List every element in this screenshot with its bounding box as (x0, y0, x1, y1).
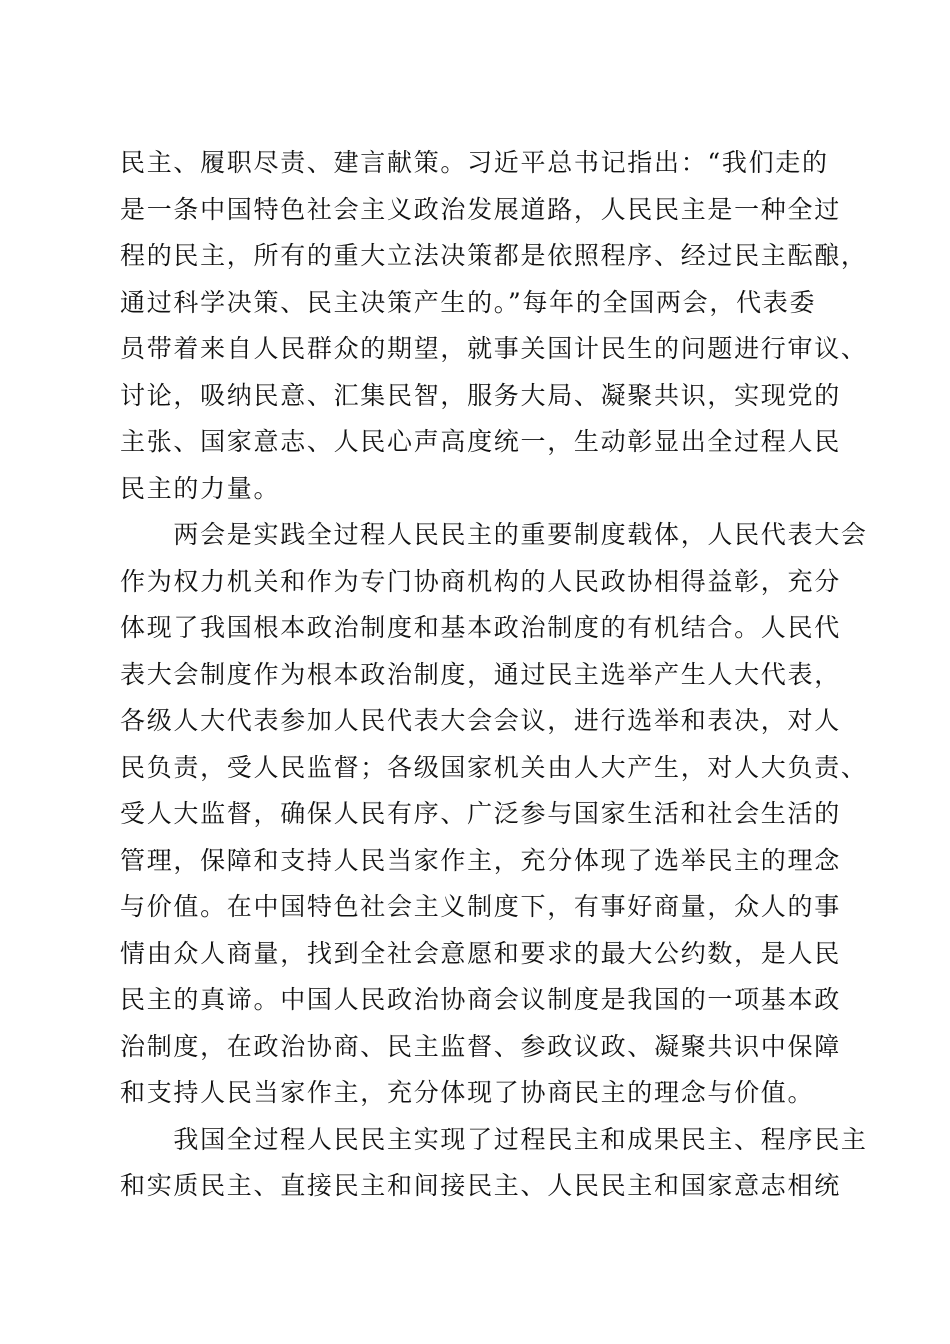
text-line: 通过科学决策、民主决策产生的。”每年的全国两会，代表委 (120, 287, 817, 317)
text-line: 治制度，在政治协商、民主监督、参政议政、凝聚共识中保障 (120, 1031, 841, 1061)
text-line: 员带着来自人民群众的期望，就事关国计民生的问题进行审议、 (120, 334, 868, 363)
text-line: 与价值。在中国特色社会主义制度下，有事好商量，众人的事 (120, 892, 841, 921)
text-line: 程的民主，所有的重大立法决策都是依照程序、经过民主酝酿， (120, 241, 868, 270)
text-line: 民主的真谛。中国人民政治协商会议制度是我国的一项基本政 (120, 985, 841, 1014)
text-line: 讨论，吸纳民意、汇集民智，服务大局、凝聚共识，实现党的 (120, 380, 841, 410)
text-line: 表大会制度作为根本政治制度，通过民主选举产生人大代表， (120, 659, 841, 689)
text-line: 受人大监督，确保人民有序、广泛参与国家生活和社会生活的 (120, 799, 841, 828)
text-line: 情由众人商量，找到全社会意愿和要求的最大公约数，是人民 (120, 938, 841, 968)
text-line: 我国全过程人民民主实现了过程民主和成果民主、程序民主 (120, 1124, 868, 1154)
text-line: 作为权力机关和作为专门协商机构的人民政协相得益彰，充分 (120, 566, 841, 596)
text-line: 和支持人民当家作主，充分体现了协商民主的理念与价值。 (120, 1078, 815, 1107)
text-line: 体现了我国根本政治制度和基本政治制度的有机结合。人民代 (120, 613, 841, 642)
text-line: 民主的力量。 (120, 473, 281, 503)
text-line: 是一条中国特色社会主义政治发展道路，人民民主是一种全过 (120, 194, 841, 224)
text-line: 和实质民主、直接民主和间接民主、人民民主和国家意志相统 (120, 1171, 841, 1200)
text-line: 两会是实践全过程人民民主的重要制度载体，人民代表大会 (120, 520, 868, 549)
text-line: 管理，保障和支持人民当家作主，充分体现了选举民主的理念 (120, 845, 841, 875)
text-line: 各级人大代表参加人民代表大会会议，进行选举和表决，对人 (120, 706, 841, 735)
article-body (120, 140, 868, 1210)
text-line: 民主、履职尽责、建言献策。习近平总书记指出：“我们走的 (120, 148, 829, 177)
text-line: 民负责，受人民监督；各级国家机关由人大产生，对人大负责、 (120, 752, 868, 782)
text-line: 主张、国家意志、人民心声高度统一，生动彰显出全过程人民 (120, 427, 841, 456)
